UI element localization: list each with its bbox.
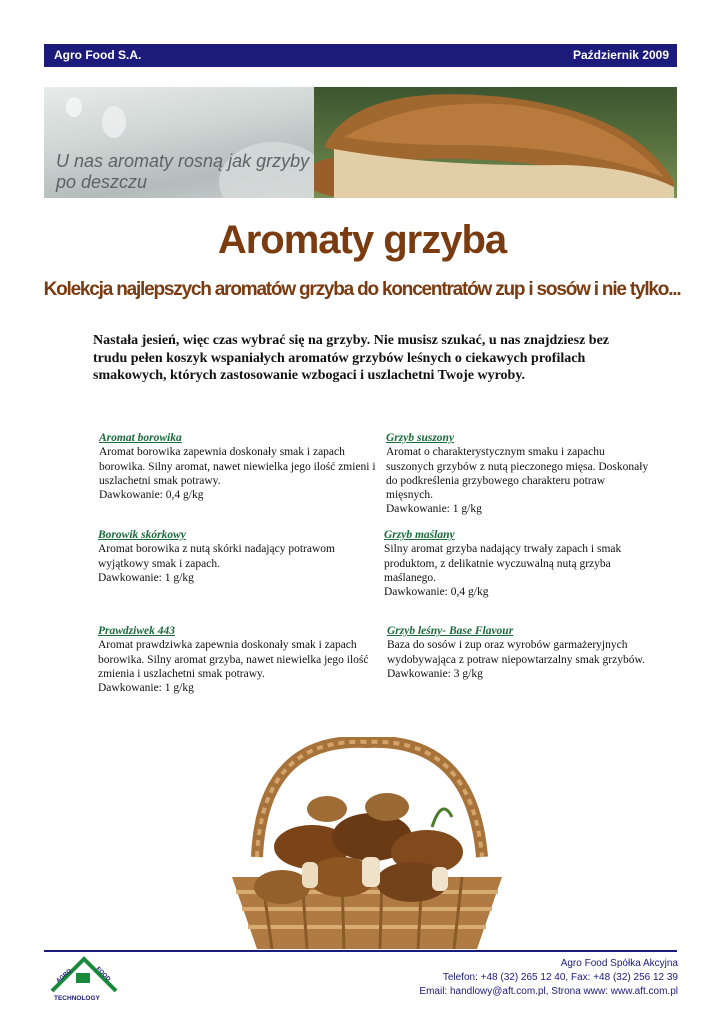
product-dosage: Dawkowanie: 1 g/kg: [98, 682, 194, 695]
product-dosage: Dawkowanie: 1 g/kg: [98, 571, 194, 584]
product-aromat-borowika: [99, 431, 379, 502]
product-name: Borowik skórkowy: [98, 529, 186, 541]
product-name: Prawdziwek 443: [98, 625, 175, 637]
footer-contact: [419, 957, 678, 999]
product-name: Grzyb suszony: [386, 432, 455, 444]
logo-word-agro: AGRO: [55, 968, 74, 985]
company-name: Agro Food S.A.: [54, 48, 142, 62]
product-description: Aromat borowika zapewnia doskonały smak i zapach borowika. Silny aromat, nawet niewielka jego ilość zmieni i uszlachetni smak potrawy.: [99, 446, 376, 487]
agro-food-technology-logo: [44, 953, 124, 1003]
banner-mushroom-image: [314, 87, 677, 198]
footer-phone: Telefon: +48 (32) 265 12 40, Fax: +48 (32) 256 12 39: [442, 972, 678, 983]
product-description: Aromat borowika z nutą skórki nadający potrawom wyjątkowy smak i zapach.: [98, 543, 335, 570]
product-dosage: Dawkowanie: 0,4 g/kg: [99, 489, 204, 502]
product-name: Grzyb leśny- Base Flavour: [387, 625, 514, 637]
issue-date: Październik 2009: [572, 48, 669, 62]
banner-slogan: U nas aromaty rosną jak grzyby po deszczu: [56, 151, 310, 192]
product-name: Grzyb maślany: [384, 529, 455, 541]
product-name: Aromat borowika: [99, 432, 182, 444]
footer-company: Agro Food Spółka Akcyjna: [560, 958, 678, 969]
mushroom-basket-image: [222, 737, 512, 949]
product-borowik-skorkowy: [98, 528, 378, 585]
product-dosage: Dawkowanie: 1 g/kg: [386, 503, 482, 516]
product-grzyb-suszony: [386, 431, 651, 517]
mushroom-cap-illustration: [314, 87, 677, 198]
product-dosage: Dawkowanie: 3 g/kg: [387, 667, 483, 680]
footer-email-web: Email: handlowy@aft.com.pl, Strona www: www.aft.com.pl: [419, 986, 678, 997]
product-dosage: Dawkowanie: 0,4 g/kg: [384, 586, 489, 599]
product-prawdziwek-443: [98, 624, 378, 695]
product-description: Baza do sosów i zup oraz wyrobów garmażeryjnych wydobywająca z potraw niepowtarzalny smak grzybów.: [387, 639, 645, 666]
footer-divider: [44, 950, 677, 952]
banner: [44, 87, 677, 198]
page-title: Aromaty grzyba: [217, 218, 507, 262]
logo-word-technology: TECHNOLOGY: [54, 995, 100, 1002]
product-grzyb-maslany: [384, 528, 646, 599]
product-grzyb-lesny: [387, 624, 652, 681]
header-bar: [44, 44, 677, 67]
intro-paragraph: Nastała jesień, więc czas wybrać się na grzyby. Nie musisz szukać, u nas znajdziesz bez trudu pełen koszyk wspaniałych aromatów grzybów leśnych o ciekawych profilach smakowych, których zastosowanie wzbogaci i uszlachetni Twoje wyroby.: [93, 333, 610, 383]
product-description: Silny aromat grzyba nadający trwały zapach i smak produktom, z delikatnie wyczuwalną nutą grzyba maślanego.: [384, 543, 622, 584]
page-subtitle: Kolekcja najlepszych aromatów grzyba do koncentratów zup i sosów i nie tylko...: [43, 279, 681, 300]
product-description: Aromat o charakterystycznym smaku i zapachu suszonych grzybów z nutą pieczonego mięsa. Doskonały do podkreślenia grzybowego charakteru potraw mięsnych.: [386, 446, 649, 502]
logo-word-food: FOOD: [94, 966, 112, 983]
product-description: Aromat prawdziwka zapewnia doskonały smak i zapach borowika. Silny aromat grzyba, nawet niewielka jego ilość zmienia i uszlachetni smak potrawy.: [98, 639, 369, 680]
